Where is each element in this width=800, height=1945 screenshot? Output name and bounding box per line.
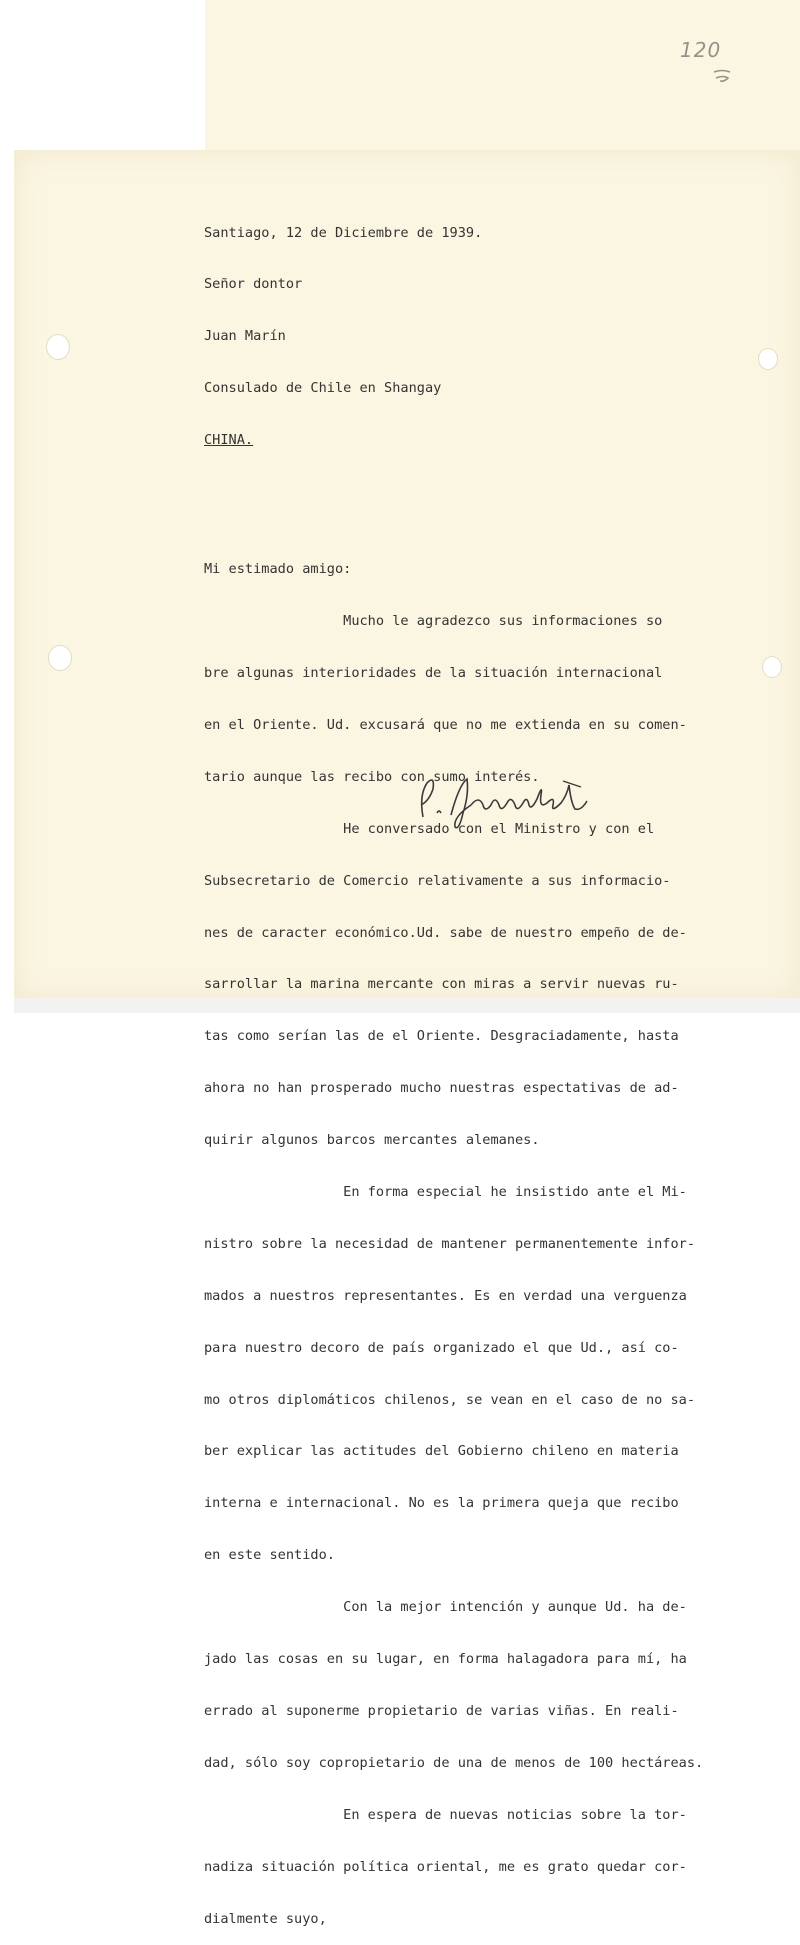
body-line: bre algunas interioridades de la situación internacional (204, 665, 663, 682)
pencil-mark-icon (712, 68, 732, 84)
body-line: sarrollar la marina mercante con miras a servir nuevas ru- (204, 976, 679, 993)
body-line: en el Oriente. Ud. excusará que no me extienda en su comen- (204, 717, 687, 734)
body-line: Mucho le agradezco sus informaciones so (204, 613, 663, 630)
body-line: quirir algunos barcos mercantes alemanes. (204, 1132, 540, 1149)
body-line: tario aunque las recibo con sumo interés. (204, 768, 540, 785)
punch-hole-top (46, 334, 70, 360)
body-line: ber explicar las actitudes del Gobierno chileno en materia (204, 1443, 679, 1460)
body-line: tas como serían las de el Oriente. Desgraciadamente, hasta (204, 1028, 679, 1045)
destination-country: CHINA. (204, 432, 254, 449)
greeting: Mi estimado amigo: (204, 561, 352, 578)
body-line: ahora no han prosperado mucho nuestras espectativas de ad- (204, 1080, 679, 1097)
handwritten-signature (405, 765, 615, 835)
archive-number: 120 (680, 38, 722, 62)
body-line: Con la mejor intención y aunque Ud. ha de- (204, 1599, 687, 1616)
body-line: para nuestro decoro de país organizado el que Ud., así co- (204, 1339, 679, 1356)
body-line: Subsecretario de Comercio relativamente a sus informacio- (204, 872, 671, 889)
body-line: nistro sobre la necesidad de mantener permanentemente infor- (204, 1235, 696, 1252)
header-line: Santiago, 12 de Diciembre de 1939. (204, 224, 483, 241)
body-line: nadiza situación política oriental, me es grato quedar cor- (204, 1858, 687, 1875)
body-line: en este sentido. (204, 1547, 335, 1564)
punch-hole-bottom (48, 645, 72, 671)
body-line: dad, sólo soy copropietario de una de menos de 100 hectáreas. (204, 1754, 704, 1771)
body-line: errado al suponerme propietario de varias viñas. En reali- (204, 1702, 679, 1719)
letter-text (204, 190, 794, 1945)
paper-top-tab (205, 0, 800, 160)
header-line: Juan Marín (204, 328, 286, 345)
body-line: En espera de nuevas noticias sobre la tor- (204, 1806, 687, 1823)
body-line: jado las cosas en su lugar, en forma halagadora para mí, ha (204, 1651, 687, 1668)
body-line: nes de caracter económico.Ud. sabe de nuestro empeño de de- (204, 924, 687, 941)
body-line: mo otros diplomáticos chilenos, se vean en el caso de no sa- (204, 1391, 696, 1408)
body-line: En forma especial he insistido ante el Mi- (204, 1184, 687, 1201)
body-line: He conversado con el Ministro y con el (204, 820, 655, 837)
header-line: Consulado de Chile en Shangay (204, 380, 442, 397)
body-line: mados a nuestros representantes. Es en verdad una verguenza (204, 1287, 687, 1304)
body-line: interna e internacional. No es la primera queja que recibo (204, 1495, 679, 1512)
header-line: Señor dontor (204, 276, 303, 293)
body-line: dialmente suyo, (204, 1910, 327, 1927)
